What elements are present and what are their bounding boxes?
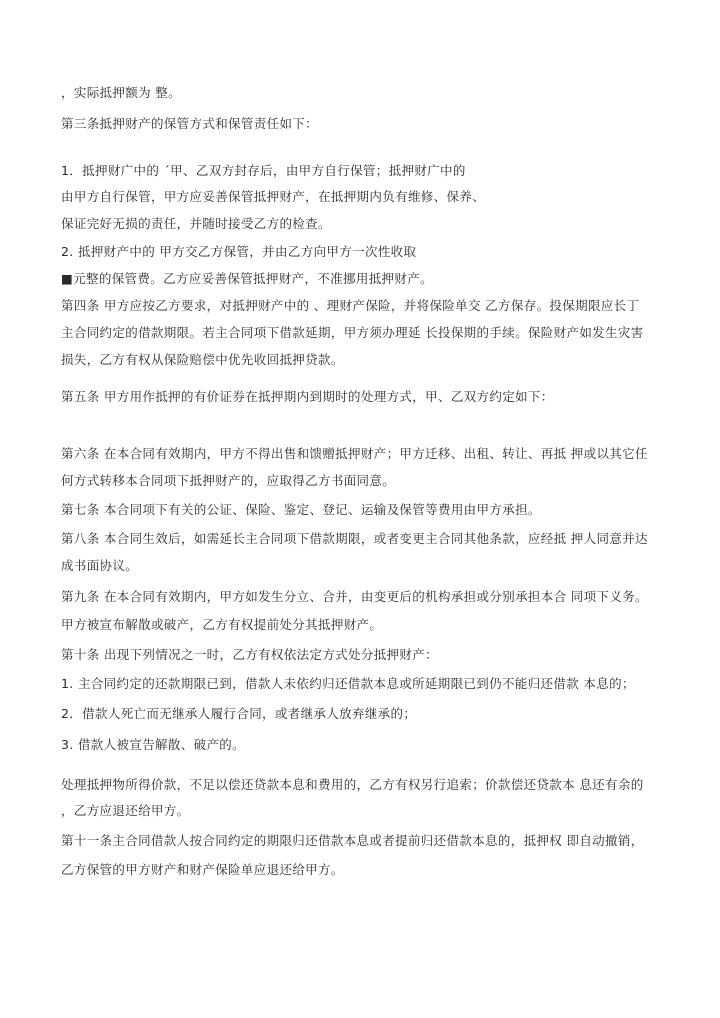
article-8-text: 第八条 本合同生效后，如需延长主合同项下借款期限，或者变更主合同其他条款，应经抵 押人同意并达 bbox=[61, 531, 648, 546]
list-item: 1. 主合同约定的还款期限已到，借款人未依约归还借款本息或所延期限已到仍不能归还借款 本息的； bbox=[61, 676, 635, 691]
article-7-text: 第七条 本合同项下有关的公证、保险、鉴定、登记、运输及保管等费用由甲方承担。 bbox=[61, 502, 541, 517]
text-line: 主合同约定的借款期限。若主合同项下借款延期，甲方须办理延 长投保期的手续。保险财产如发生灾害 bbox=[61, 325, 644, 340]
text-line: 损失，乙方有权从保险赔偿中优先收回抵押贷款。 bbox=[61, 352, 344, 367]
article-5-text: 第五条 甲方用作抵押的有价证券在抵押期内到期时的处理方式，甲、乙双方约定如下： bbox=[61, 389, 554, 404]
article-11-text: 第十一条主合同借款人按合同约定的期限归还借款本息或者提前归还借款本息的，抵押权 即自动撤销， bbox=[61, 833, 644, 848]
article-3-heading: 第三条抵押财产的保管方式和保管责任如下： bbox=[61, 116, 319, 131]
text-line: ，乙方应退还给甲方。 bbox=[61, 803, 190, 818]
article-4-text: 第四条 甲方应按乙方要求，对抵押财产中的 、理财产保险，并将保险单交 乙方保存。投保期限应长丁 bbox=[61, 298, 640, 313]
article-9-text: 第九条 在本合同有效期内，甲方如发生分立、合并，由变更后的机构承担或分别承担本合 同项下义务。 bbox=[61, 589, 648, 604]
article-6-text: 第六条 在本合同有效期内，甲方不得出售和馈赠抵押财产；甲方迁移、出租、转让、再抵 押或以其它任 bbox=[61, 446, 648, 461]
text-line: 成书面协议。 bbox=[61, 558, 139, 573]
text-line: 甲方被宣布解散或破产，乙方有权提前处分其抵押财产。 bbox=[61, 617, 383, 632]
text-line: 由甲方自行保管，甲方应妥善保管抵押财产，在抵押期内负有维修、保养、 bbox=[61, 189, 486, 204]
text-line: 保证完好无损的责任，并随时接受乙方的检查。 bbox=[61, 216, 331, 231]
text-line: ■元整的保管费。乙方应妥善保管抵押财产，不准挪用抵押财产。 bbox=[61, 271, 433, 286]
text-line: 处理抵押物所得价款，不足以偿还贷款本息和费用的，乙方有权另行追索；价款偿还贷款本 息还有余的 bbox=[61, 777, 644, 792]
text-line: 何方式转移本合同项下抵押财产的，应取得乙方书面同意。 bbox=[61, 473, 396, 488]
list-item: 3. 借款人被宣告解散、破产的。 bbox=[61, 737, 246, 752]
text-line: 乙方保管的甲方财产和财产保险单应退还给甲方。 bbox=[61, 862, 344, 877]
text-line: 2. 抵押财产中的 甲方交乙方保管，并由乙方向甲方一次性收取 bbox=[61, 244, 417, 259]
text-line: ，实际抵押额为 整。 bbox=[61, 85, 181, 100]
text-line: 1．抵押财广中的 ˊ甲、乙双方封存后，由甲方自行保管；抵押财广中的 bbox=[61, 163, 466, 178]
article-10-text: 第十条 出现下列情况之一时，乙方有权依法定方式处分抵押财产： bbox=[61, 647, 438, 662]
list-item: 2．借款人死亡而无继承人履行合同，或者继承人放弃继承的； bbox=[61, 706, 417, 721]
